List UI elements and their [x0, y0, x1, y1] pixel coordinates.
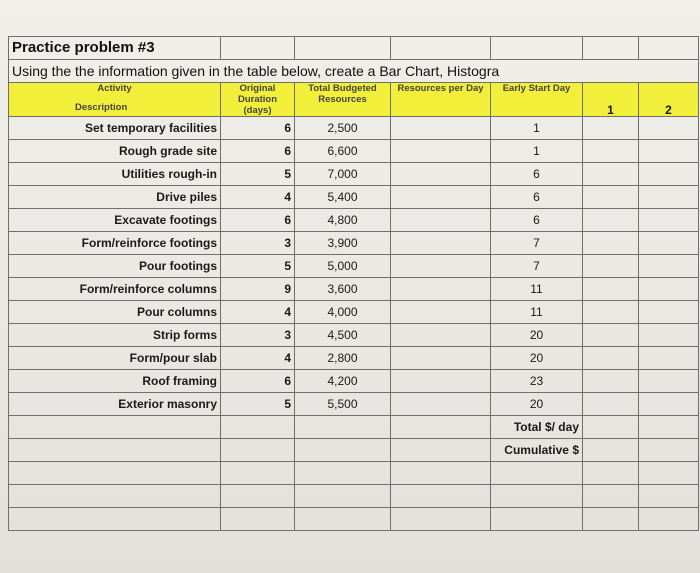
table-row	[9, 278, 699, 301]
resources-per-day-cell	[391, 278, 491, 301]
budget-cell: 5,500	[295, 393, 391, 416]
early-start-cell: 6	[491, 209, 583, 232]
day-1-cell	[583, 209, 639, 232]
empty-cell	[639, 416, 699, 439]
budget-cell: 5,400	[295, 186, 391, 209]
duration-cell: 3	[221, 232, 295, 255]
early-start-cell: 6	[491, 163, 583, 186]
resources-per-day-cell	[391, 255, 491, 278]
empty-cell	[583, 416, 639, 439]
budget-cell: 2,800	[295, 347, 391, 370]
header-row	[9, 83, 699, 117]
empty-cell	[491, 462, 583, 485]
day-2-cell	[639, 324, 699, 347]
budget-cell: 4,000	[295, 301, 391, 324]
activity-header: Activity Description	[9, 83, 221, 117]
activity-description: Form/reinforce columns	[9, 278, 221, 301]
empty-cell	[221, 462, 295, 485]
practice-table	[8, 36, 699, 531]
empty-cell	[9, 439, 221, 462]
table-row	[9, 347, 699, 370]
empty-cell	[295, 485, 391, 508]
empty-cell	[9, 508, 221, 531]
day-1-cell	[583, 393, 639, 416]
resources-per-day-cell	[391, 163, 491, 186]
day-1-cell	[583, 278, 639, 301]
empty-cell	[221, 485, 295, 508]
activity-description: Set temporary facilities	[9, 117, 221, 140]
duration-cell: 6	[221, 140, 295, 163]
empty-cell	[583, 508, 639, 531]
day-2-cell	[639, 232, 699, 255]
day-2-cell	[639, 186, 699, 209]
resources-per-day-cell	[391, 370, 491, 393]
empty-cell	[9, 485, 221, 508]
table-row	[9, 163, 699, 186]
resources-per-day-cell	[391, 209, 491, 232]
cumulative-row-label: Cumulative $	[491, 439, 583, 462]
table-row	[9, 324, 699, 347]
budget-cell: 5,000	[295, 255, 391, 278]
empty-cell	[583, 439, 639, 462]
empty-cell	[391, 485, 491, 508]
early-start-cell: 20	[491, 393, 583, 416]
empty-cell	[491, 485, 583, 508]
empty-cell	[491, 508, 583, 531]
duration-cell: 3	[221, 324, 295, 347]
day-2-cell	[639, 255, 699, 278]
empty-cell	[639, 485, 699, 508]
empty-cell	[295, 439, 391, 462]
activity-description: Rough grade site	[9, 140, 221, 163]
empty-cell	[583, 462, 639, 485]
early-start-cell: 1	[491, 140, 583, 163]
early-start-cell: 23	[491, 370, 583, 393]
day-2-cell	[639, 163, 699, 186]
day-1-cell	[583, 186, 639, 209]
table-row	[9, 140, 699, 163]
day-1-cell	[583, 117, 639, 140]
spreadsheet-grid	[8, 36, 699, 531]
empty-cell	[295, 508, 391, 531]
day-2-cell	[639, 393, 699, 416]
empty-cell	[391, 416, 491, 439]
day-1-cell	[583, 232, 639, 255]
activity-description: Pour footings	[9, 255, 221, 278]
empty-cell	[221, 416, 295, 439]
table-row	[9, 301, 699, 324]
duration-cell: 4	[221, 347, 295, 370]
day-2-cell	[639, 347, 699, 370]
empty-cell	[639, 462, 699, 485]
cumulative-row	[9, 439, 699, 462]
resources-per-day-cell	[391, 232, 491, 255]
budget-header: Total Budgeted Resources	[295, 83, 391, 117]
budget-cell: 3,600	[295, 278, 391, 301]
total-per-day-row	[9, 416, 699, 439]
empty-cell	[221, 508, 295, 531]
resources-per-day-cell	[391, 324, 491, 347]
day-1-cell	[583, 324, 639, 347]
blank-row	[9, 485, 699, 508]
empty-cell	[9, 462, 221, 485]
budget-cell: 3,900	[295, 232, 391, 255]
day-1-cell	[583, 140, 639, 163]
budget-cell: 4,500	[295, 324, 391, 347]
day-2-cell	[639, 209, 699, 232]
day-2-cell	[639, 301, 699, 324]
day-2-cell	[639, 117, 699, 140]
early-start-cell: 7	[491, 232, 583, 255]
empty-cell	[391, 439, 491, 462]
budget-cell: 4,200	[295, 370, 391, 393]
resources-per-day-cell	[391, 186, 491, 209]
early-start-cell: 7	[491, 255, 583, 278]
table-row	[9, 186, 699, 209]
activity-description: Roof framing	[9, 370, 221, 393]
table-row	[9, 232, 699, 255]
resources-per-day-header: Resources per Day	[391, 83, 491, 117]
day-1-cell	[583, 163, 639, 186]
day-1-header: 1	[583, 83, 639, 117]
resources-per-day-cell	[391, 301, 491, 324]
budget-cell: 7,000	[295, 163, 391, 186]
empty-cell	[221, 439, 295, 462]
early-start-cell: 1	[491, 117, 583, 140]
instructions-text: Using the the information given in the table below, create a Bar Chart, Histogra	[9, 60, 699, 83]
empty-cell	[295, 416, 391, 439]
subtitle-row	[9, 60, 699, 83]
duration-cell: 6	[221, 117, 295, 140]
resources-per-day-cell	[391, 117, 491, 140]
resources-per-day-cell	[391, 140, 491, 163]
empty-cell	[639, 508, 699, 531]
empty-cell	[9, 416, 221, 439]
early-start-cell: 20	[491, 347, 583, 370]
empty-cell	[295, 462, 391, 485]
early-start-cell: 11	[491, 301, 583, 324]
duration-cell: 5	[221, 393, 295, 416]
table-row	[9, 370, 699, 393]
duration-cell: 5	[221, 255, 295, 278]
table-row	[9, 117, 699, 140]
duration-cell: 4	[221, 186, 295, 209]
activity-description: Utilities rough-in	[9, 163, 221, 186]
blank-row	[9, 508, 699, 531]
day-2-cell	[639, 370, 699, 393]
activity-description: Form/reinforce footings	[9, 232, 221, 255]
table-row	[9, 209, 699, 232]
resources-per-day-cell	[391, 347, 491, 370]
title-row	[9, 37, 699, 60]
page-title: Practice problem #3	[9, 37, 221, 60]
activity-description: Exterior masonry	[9, 393, 221, 416]
day-2-header: 2	[639, 83, 699, 117]
early-start-header: Early Start Day	[491, 83, 583, 117]
day-1-cell	[583, 301, 639, 324]
empty-cell	[391, 508, 491, 531]
early-start-cell: 6	[491, 186, 583, 209]
empty-cell	[583, 485, 639, 508]
activity-description: Strip forms	[9, 324, 221, 347]
day-1-cell	[583, 370, 639, 393]
duration-cell: 6	[221, 209, 295, 232]
day-2-cell	[639, 278, 699, 301]
total-per-day-row-label: Total $/ day	[491, 416, 583, 439]
day-1-cell	[583, 255, 639, 278]
early-start-cell: 20	[491, 324, 583, 347]
budget-cell: 4,800	[295, 209, 391, 232]
duration-cell: 5	[221, 163, 295, 186]
duration-cell: 4	[221, 301, 295, 324]
activity-description: Pour columns	[9, 301, 221, 324]
duration-header: Original Duration (days)	[221, 83, 295, 117]
duration-cell: 6	[221, 370, 295, 393]
duration-cell: 9	[221, 278, 295, 301]
day-2-cell	[639, 140, 699, 163]
day-1-cell	[583, 347, 639, 370]
activity-description: Excavate footings	[9, 209, 221, 232]
resources-per-day-cell	[391, 393, 491, 416]
empty-cell	[639, 439, 699, 462]
activity-description: Drive piles	[9, 186, 221, 209]
budget-cell: 2,500	[295, 117, 391, 140]
activity-description: Form/pour slab	[9, 347, 221, 370]
early-start-cell: 11	[491, 278, 583, 301]
table-row	[9, 255, 699, 278]
table-row	[9, 393, 699, 416]
blank-row	[9, 462, 699, 485]
empty-cell	[391, 462, 491, 485]
budget-cell: 6,600	[295, 140, 391, 163]
